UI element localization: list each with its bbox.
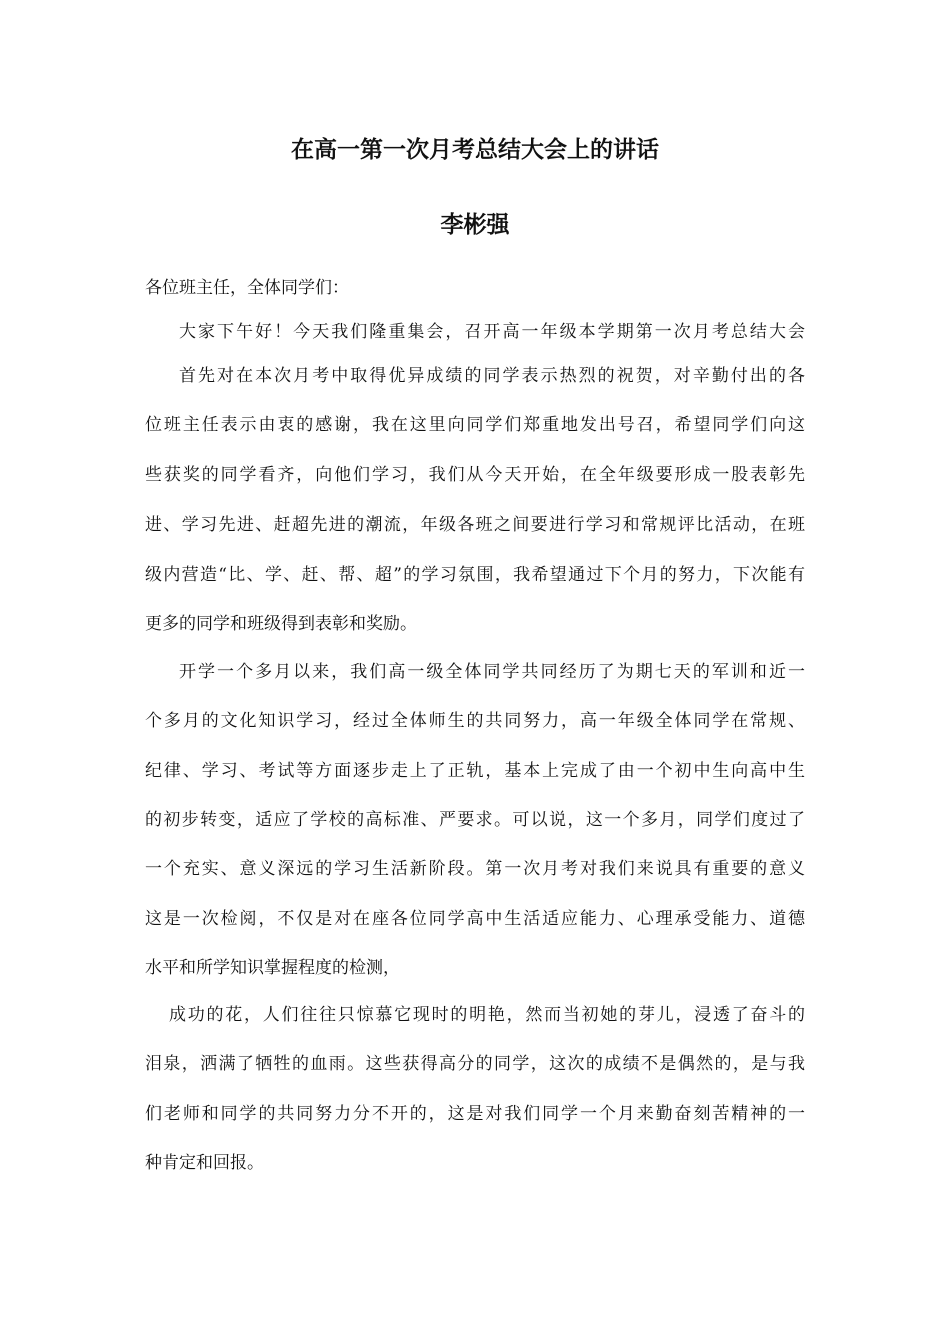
- salutation-line: 各位班主任，全体同学们：: [145, 278, 349, 298]
- paragraph-line: 一个充实、意义深远的学习生活新阶段。第一次月考对我们来说具有重要的意义: [145, 859, 805, 879]
- paragraph-line: 首先对在本次月考中取得优异成绩的同学表示热烈的祝贺，对辛勤付出的各: [179, 366, 805, 386]
- paragraph-line: 水平和所学知识掌握程度的检测，: [145, 958, 400, 978]
- paragraph-line: 些获奖的同学看齐，向他们学习，我们从今天开始，在全年级要形成一股表彰先: [145, 465, 805, 485]
- paragraph-line: 泪泉，洒满了牺牲的血雨。这些获得高分的同学，这次的成绩不是偶然的，是与我: [145, 1054, 805, 1074]
- paragraph-line: 的初步转变，适应了学校的高标准、严要求。可以说，这一个多月，同学们度过了: [145, 810, 805, 830]
- paragraph-line: 级内营造“比、学、赶、帮、超”的学习氛围，我希望通过下个月的努力，下次能有: [145, 565, 805, 585]
- paragraph-line: 大家下午好！今天我们隆重集会，召开高一年级本学期第一次月考总结大会: [179, 322, 805, 342]
- document-title: 在高一第一次月考总结大会上的讲话: [291, 137, 659, 163]
- paragraph-line: 们老师和同学的共同努力分不开的，这是对我们同学一个月来勤奋刻苦精神的一: [145, 1104, 805, 1124]
- paragraph-line: 个多月的文化知识学习，经过全体师生的共同努力，高一年级全体同学在常规、: [145, 711, 805, 731]
- paragraph-line: 纪律、学习、考试等方面逐步走上了正轨，基本上完成了由一个初中生向高中生: [145, 761, 805, 781]
- paragraph-line: 位班主任表示由衷的感谢，我在这里向同学们郑重地发出号召，希望同学们向这: [145, 415, 805, 435]
- paragraph-line: 开学一个多月以来，我们高一级全体同学共同经历了为期七天的军训和近一: [179, 662, 805, 682]
- paragraph-line: 成功的花，人们往往只惊慕它现时的明艳，然而当初她的芽儿，浸透了奋斗的: [169, 1005, 805, 1025]
- paragraph-line: 更多的同学和班级得到表彰和奖励。: [145, 614, 417, 634]
- paragraph-line: 种肯定和回报。: [145, 1153, 264, 1173]
- paragraph-line: 这是一次检阅，不仅是对在座各位同学高中生活适应能力、心理承受能力、道德: [145, 909, 805, 929]
- document-author: 李彬强: [440, 212, 510, 238]
- paragraph-line: 进、学习先进、赶超先进的潮流，年级各班之间要进行学习和常规评比活动，在班: [145, 515, 805, 535]
